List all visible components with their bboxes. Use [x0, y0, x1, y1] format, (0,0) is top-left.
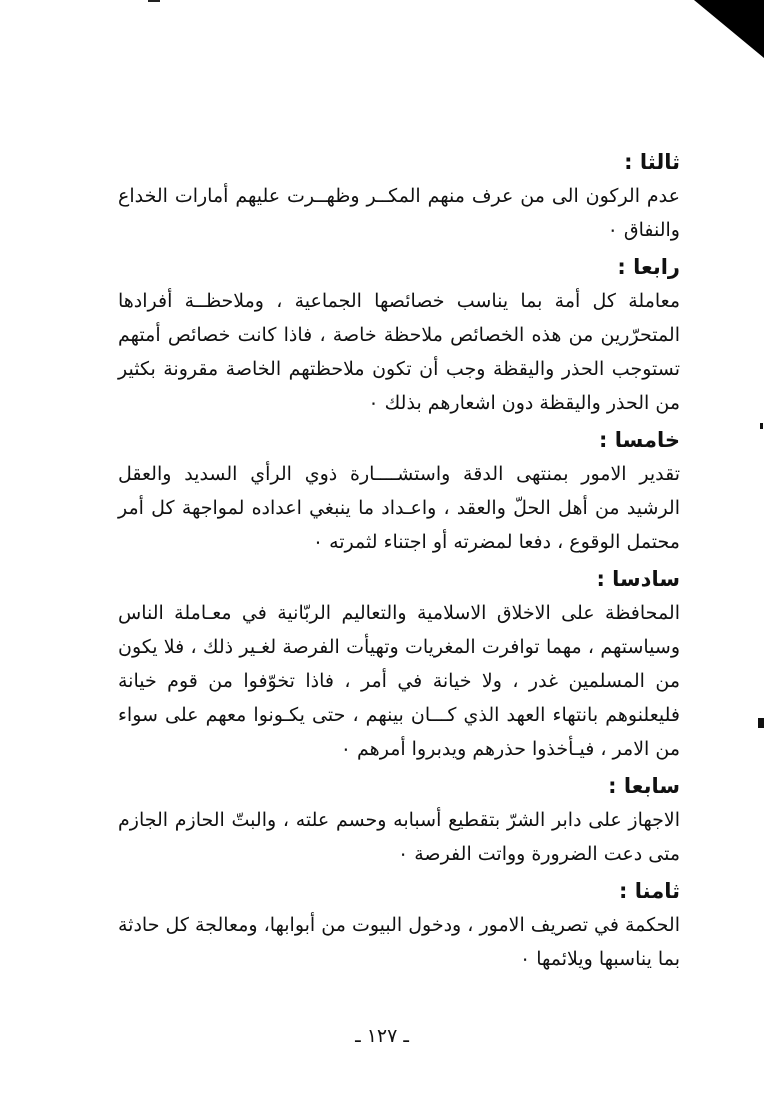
section-heading: رابعا : [617, 255, 680, 279]
document-page [118, 146, 680, 976]
section-7 [118, 770, 680, 871]
section-paragraph: تقدير الامور بمنتهى الدقة واستشــــارة ذوي الرأي السديد والعقل الرشيد من أهل الحلّ والعقد ، واعـداد ما ينبغي اعداده لمواجهة كل أمر محتمل الوقوع ، دفعا لمضرته أو اجتناء لثمرته ٠ [118, 463, 680, 553]
section-paragraph: الاجهاز على دابر الشرّ بتقطيع أسبابه وحسم علته ، والبتّ الحازم الجازم متى دعت الضرورة وواتت الفرصة ٠ [118, 809, 680, 865]
section-paragraph: المحافظة على الاخلاق الاسلامية والتعاليم الربّانية في معـاملة الناس وسياستهم ، مهما توافرت المغريات وتهيأت الفرصة لغـير ذلك ، فلا يكون من المسلمين غدر ، ولا خيانة في أمر ، فاذا تخوّفوا من قوم خيانة فليعلنوهم بانتهاء العهد الذي كـــان بينهم ، حتى يكـونوا معهم على سواء من الامر ، فيـأخذوا حذرهم ويدبروا أمرهم ٠ [118, 602, 680, 760]
section-heading: سادسا : [596, 567, 680, 591]
section-paragraph: عدم الركون الى من عرف منهم المكــر وظهــرت عليهم أمارات الخداع والنفاق ٠ [118, 185, 680, 241]
section-heading: ثالثا : [624, 150, 680, 174]
page-number: ـ ١٢٧ ـ [355, 1025, 409, 1047]
section-5 [118, 424, 680, 559]
scan-edge-mark [760, 423, 763, 429]
section-heading: خامسا : [599, 428, 680, 452]
section-6 [118, 563, 680, 766]
section-paragraph: الحكمة في تصريف الامور ، ودخول البيوت من أبوابها، ومعالجة كل حادثة بما يناسبها ويلائمها ٠ [118, 914, 680, 970]
section-4 [118, 251, 680, 420]
section-heading: سابعا : [608, 774, 680, 798]
section-paragraph: معاملة كل أمة بما يناسب خصائصها الجماعية ، وملاحظــة أفرادها المتحرّرين من هذه الخصائص ملاحظة خاصة ، فاذا كانت خصائص أمتهم تستوجب الحذر واليقظة وجب أن تكون ملاحظتهم الخاصة مقرونة بكثير من الحذر واليقظة دون اشعارهم بذلك ٠ [118, 290, 680, 414]
section-heading: ثامنا : [619, 879, 680, 903]
scan-edge-mark [148, 0, 160, 2]
scan-edge-mark [758, 718, 764, 728]
page-corner-mark [694, 0, 764, 58]
section-8 [118, 875, 680, 976]
section-3 [118, 146, 680, 247]
